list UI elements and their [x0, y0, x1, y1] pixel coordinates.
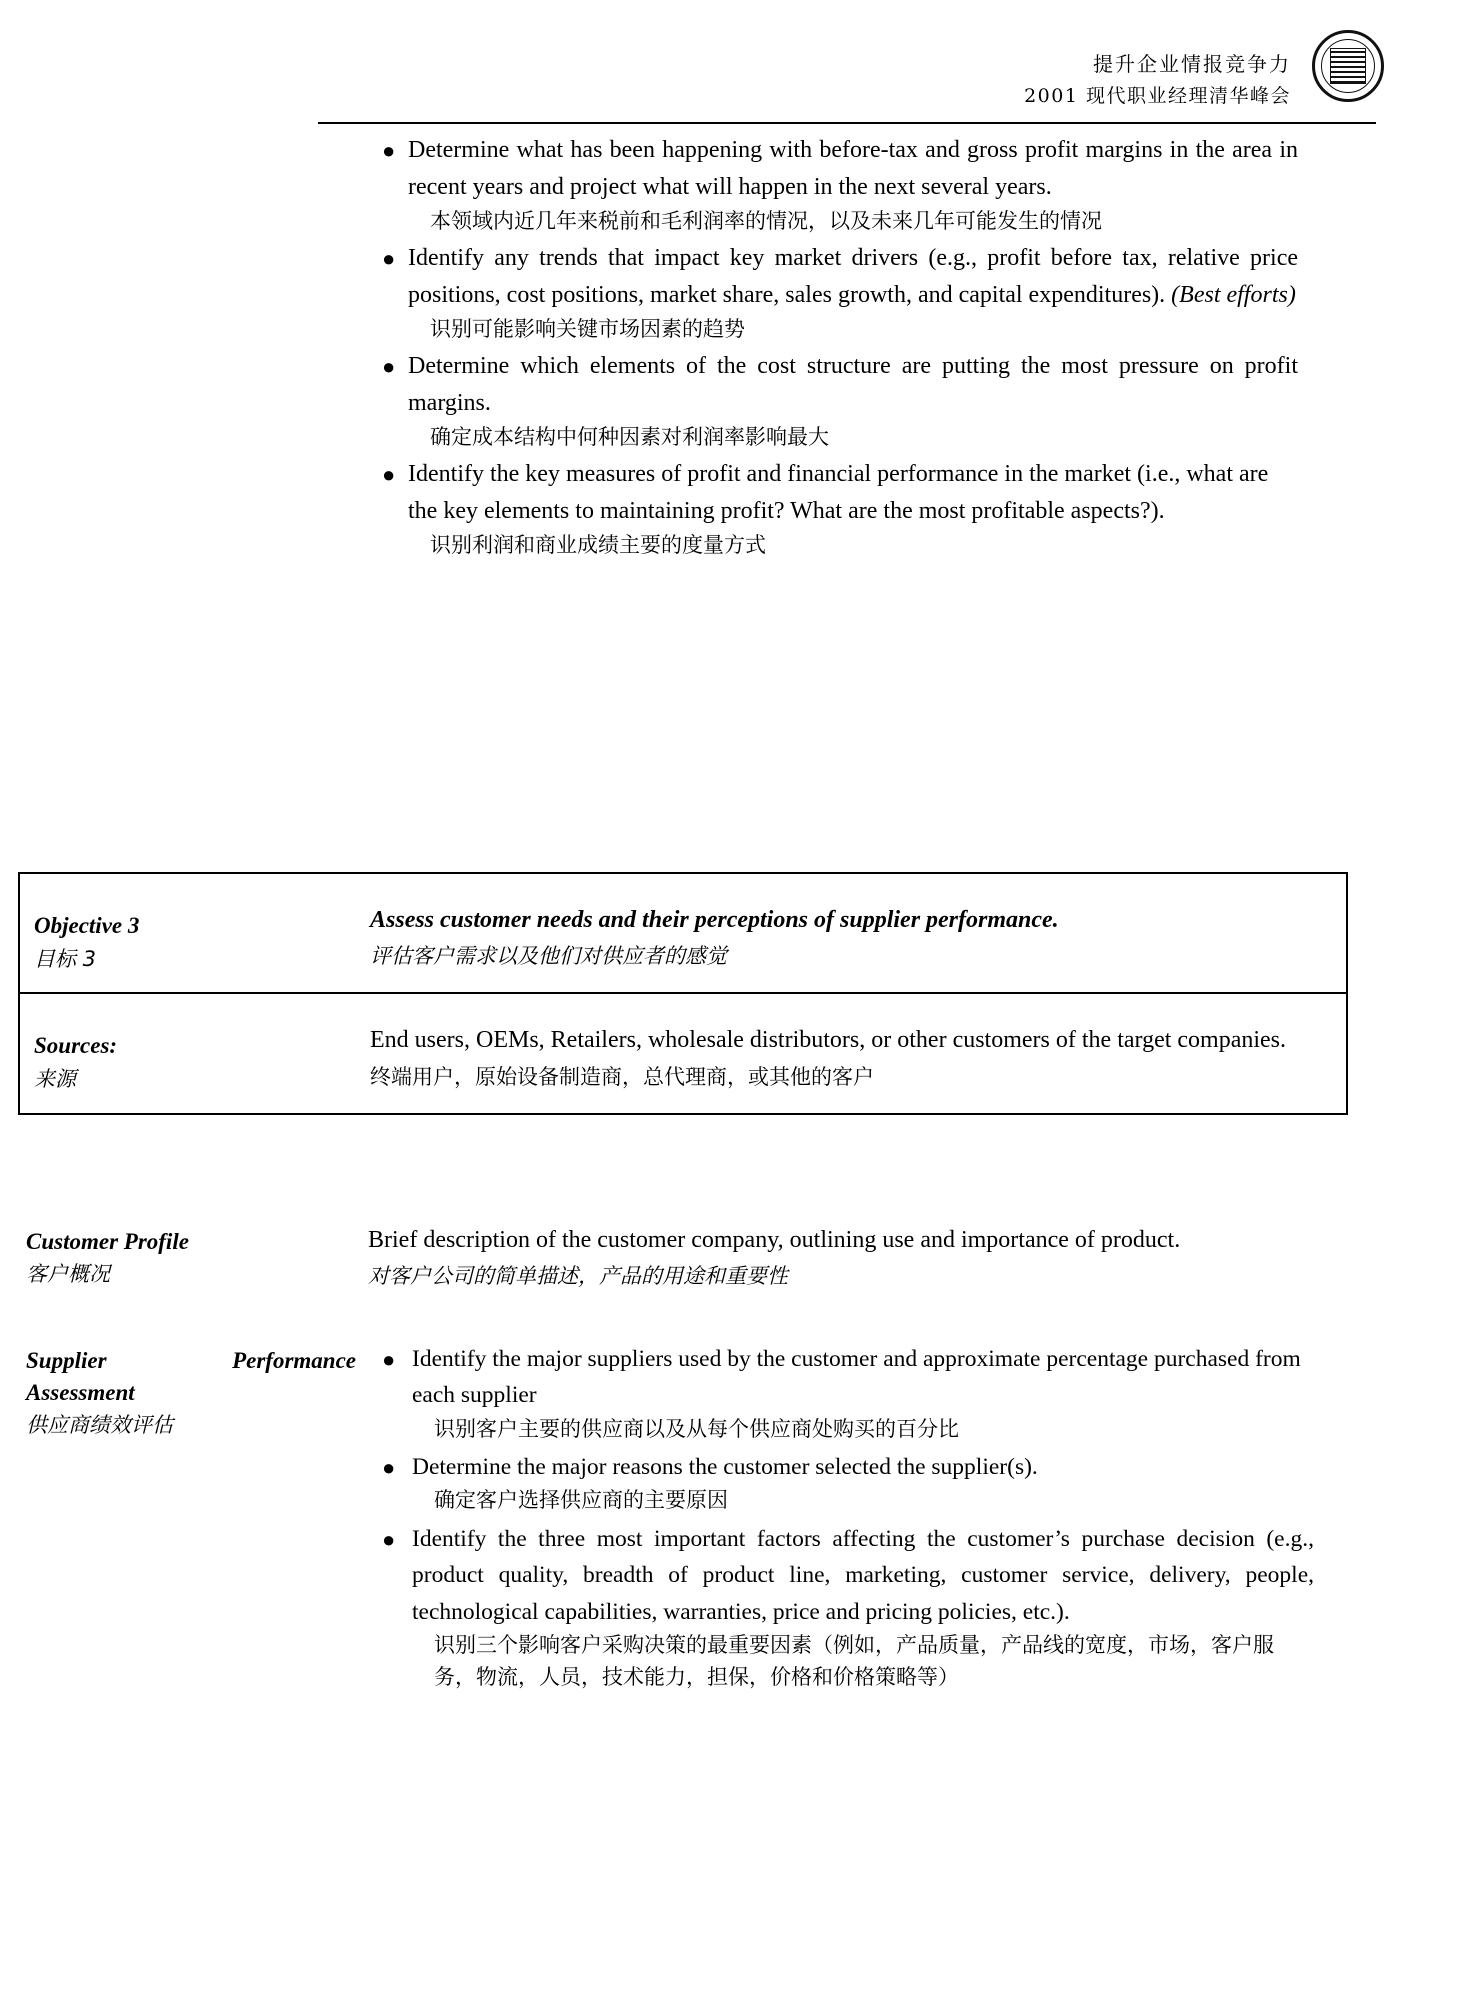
list-item-text-en: Determine what has been happening with before-tax and gross profit margins in the area in recent years and project what will happen in the next several years.: [408, 137, 1298, 201]
objective-table: [18, 872, 1348, 1115]
row-content-zh: 评估客户需求以及他们对供应者的感觉: [370, 944, 727, 969]
list-item-text-en: Determine which elements of the cost structure are putting the most pressure on profit margins.: [408, 352, 1298, 416]
section-label-customer-profile: [18, 1222, 368, 1290]
row-content-objective: [370, 874, 1346, 991]
list-item-body: [412, 1341, 1314, 1445]
list-item-text-en-note: (Best efforts): [1171, 282, 1296, 309]
list-item-text-en: Identify the major suppliers used by the customer and approximate percentage purchased from each supplier: [412, 1345, 1301, 1409]
list-item-body: [408, 456, 1298, 562]
list-item-text-en: Identify the key measures of profit and financial performance in the market (i.e., what are the key elements to maintaining profit? What are the most profitable aspects?).: [408, 460, 1269, 524]
list-item: [368, 1341, 1314, 1445]
section-label-en-word1: Supplier: [26, 1347, 107, 1373]
lower-sections: [18, 1222, 1348, 1707]
row-label-sources: [20, 994, 370, 1112]
list-item: [368, 1521, 1314, 1693]
row-content-sources: [370, 994, 1346, 1111]
list-item: [368, 1449, 1314, 1517]
section-label-en-line1: [26, 1345, 356, 1377]
list-item-text-en: Determine the major reasons the customer selected the supplier(s).: [412, 1454, 1038, 1481]
row-label-zh: 目标 3: [34, 947, 97, 972]
list-item-text-zh: 确定成本结构中何种因素对利润率影响最大: [430, 425, 829, 450]
list-item-text-en: Identify the three most important factors affecting the customer’s purchase decision (e.g., product quality, breadth of product line, marketing, customer service, delivery, people, technological capabilities, warranties, price and pricing policies, etc.).: [412, 1525, 1314, 1625]
header-title-block: [1024, 48, 1291, 112]
section-content-zh: 对客户公司的简单描述，产品的用途和重要性: [368, 1264, 788, 1289]
bullet-icon: ●: [382, 461, 396, 487]
bullet-icon: ●: [382, 1455, 396, 1481]
page-header: [0, 18, 1469, 108]
top-bullet-list: [360, 132, 1298, 564]
row-content-zh: 终端用户，原始设备制造商，总代理商，或其他的客户: [370, 1064, 874, 1089]
seal-icon: [1312, 30, 1384, 102]
seal-inner: [1321, 39, 1375, 93]
section-label-zh: 供应商绩效评估: [26, 1413, 173, 1438]
row-label-zh: 来源: [34, 1067, 76, 1092]
list-item: [360, 348, 1298, 454]
bullet-icon: ●: [382, 245, 396, 271]
list-item: [360, 456, 1298, 562]
section-label-supplier-performance: [18, 1341, 368, 1441]
row-content-en: Assess customer needs and their perceptions of supplier performance.: [370, 907, 1059, 933]
row-label-en: Objective 3: [34, 913, 140, 938]
seal-emblem-bars: [1330, 48, 1366, 84]
row-label-objective: [20, 874, 370, 992]
section-content-supplier-performance: [368, 1341, 1348, 1698]
list-item-text-zh: 识别利润和商业成绩主要的度量方式: [430, 533, 766, 557]
list-item-text-zh: 识别三个影响客户采购决策的最重要因素（例如，产品质量，产品线的宽度，市场，客户服务，物流，人员，技术能力，担保，价格和价格策略等）: [434, 1633, 1274, 1689]
list-item-text-zh: 本领域内近几年来税前和毛利润率的情况，以及未来几年可能发生的情况: [430, 209, 1102, 234]
list-item-body: [412, 1449, 1314, 1517]
table-row-objective: [20, 874, 1346, 992]
section-content-customer-profile: [368, 1222, 1348, 1293]
header-divider: [318, 122, 1376, 124]
header-title-line2: 2001 现代职业经理清华峰会: [1024, 85, 1291, 107]
row-content-en: End users, OEMs, Retailers, wholesale distributors, or other customers of the target companies.: [370, 1027, 1287, 1054]
bullet-icon: ●: [382, 353, 396, 379]
bullet-icon: ●: [382, 1526, 396, 1552]
list-item-body: [412, 1521, 1314, 1693]
list-item-body: [408, 132, 1298, 238]
header-title-line1: 提升企业情报竞争力: [1093, 52, 1291, 76]
bullet-icon: ●: [382, 1346, 396, 1372]
section-label-zh: 客户概况: [26, 1262, 110, 1287]
bullet-icon: ●: [382, 138, 396, 163]
list-item-body: [408, 348, 1298, 454]
list-item: [360, 240, 1298, 346]
row-label-en: Sources:: [34, 1033, 118, 1059]
section-label-en-line2: Assessment: [26, 1379, 135, 1405]
list-item-text-en: [408, 240, 1298, 314]
section-supplier-performance: [18, 1341, 1348, 1698]
list-item-text-zh: 识别客户主要的供应商以及从每个供应商处购买的百分比: [434, 1416, 959, 1441]
list-item: [360, 132, 1298, 238]
list-item-text-en-main: Identify any trends that impact key market drivers (e.g., profit before tax, relative price positions, cost positions, market share, sales growth, and capital expenditures).: [408, 244, 1298, 309]
section-label-en: Customer Profile: [26, 1229, 189, 1254]
section-customer-profile: [18, 1222, 1348, 1293]
section-label-en-word2: Performance: [232, 1347, 356, 1373]
list-item-body: [408, 240, 1298, 346]
list-item-text-zh: 识别可能影响关键市场因素的趋势: [430, 317, 745, 342]
table-row-sources: [20, 992, 1346, 1112]
section-content-en: Brief description of the customer company, outlining use and importance of product.: [368, 1227, 1181, 1253]
list-item-text-zh: 确定客户选择供应商的主要原因: [434, 1488, 728, 1513]
